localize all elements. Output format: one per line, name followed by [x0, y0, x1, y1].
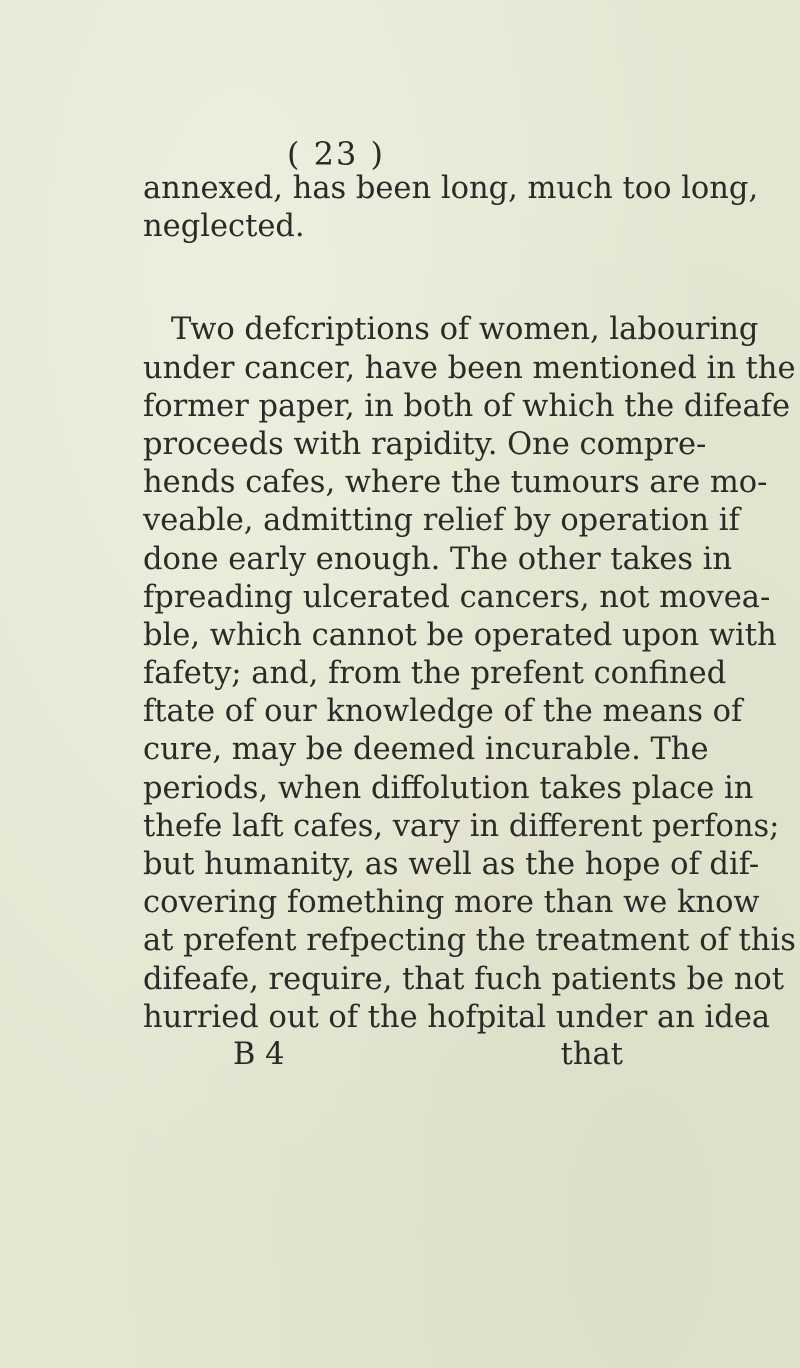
paragraph-gap [143, 246, 623, 311]
text-line: periods, when diffolution takes place in [143, 770, 754, 806]
text-line: neglected. [143, 209, 305, 245]
text-line: thefe laft cafes, vary in different perfons; [143, 808, 780, 844]
text-line: Two defcriptions of women, labouring [171, 312, 759, 348]
text-line: at prefent refpecting the treatment of this [143, 923, 796, 959]
signature-mark: B 4 [233, 1037, 285, 1072]
text-line: hurried out of the hofpital under an idea [143, 999, 771, 1035]
text-line: fafety; and, from the prefent confined [143, 656, 727, 692]
text-line: covering fomething more than we know [143, 885, 760, 921]
text-line: veable, admitting relief by operation if [143, 503, 740, 539]
page-footer [143, 1037, 623, 1077]
text-line: former paper, in both of which the difeafe [143, 388, 791, 424]
text-line: done early enough. The other takes in [143, 541, 733, 577]
text-line: fpreading ulcerated cancers, not movea- [143, 579, 771, 615]
text-line: proceeds with rapidity. One compre- [143, 426, 707, 462]
text-line: ble, which cannot be operated upon with [143, 617, 777, 653]
text-line: ftate of our knowledge of the means of [143, 694, 743, 730]
text-line: cure, may be deemed incurable. The [143, 732, 709, 768]
text-line: but humanity, as well as the hope of dif- [143, 847, 760, 882]
text-line: hends cafes, where the tumours are mo- [143, 465, 768, 501]
body-text [143, 170, 796, 1037]
catchword: that [560, 1037, 623, 1072]
text-line: annexed, has been long, much too long, [143, 171, 759, 206]
text-line: difeafe, require, that fuch patients be not [143, 961, 785, 997]
text-line: under cancer, have been mentioned in the [143, 350, 796, 386]
page-number: ( 23 ) [287, 135, 386, 173]
